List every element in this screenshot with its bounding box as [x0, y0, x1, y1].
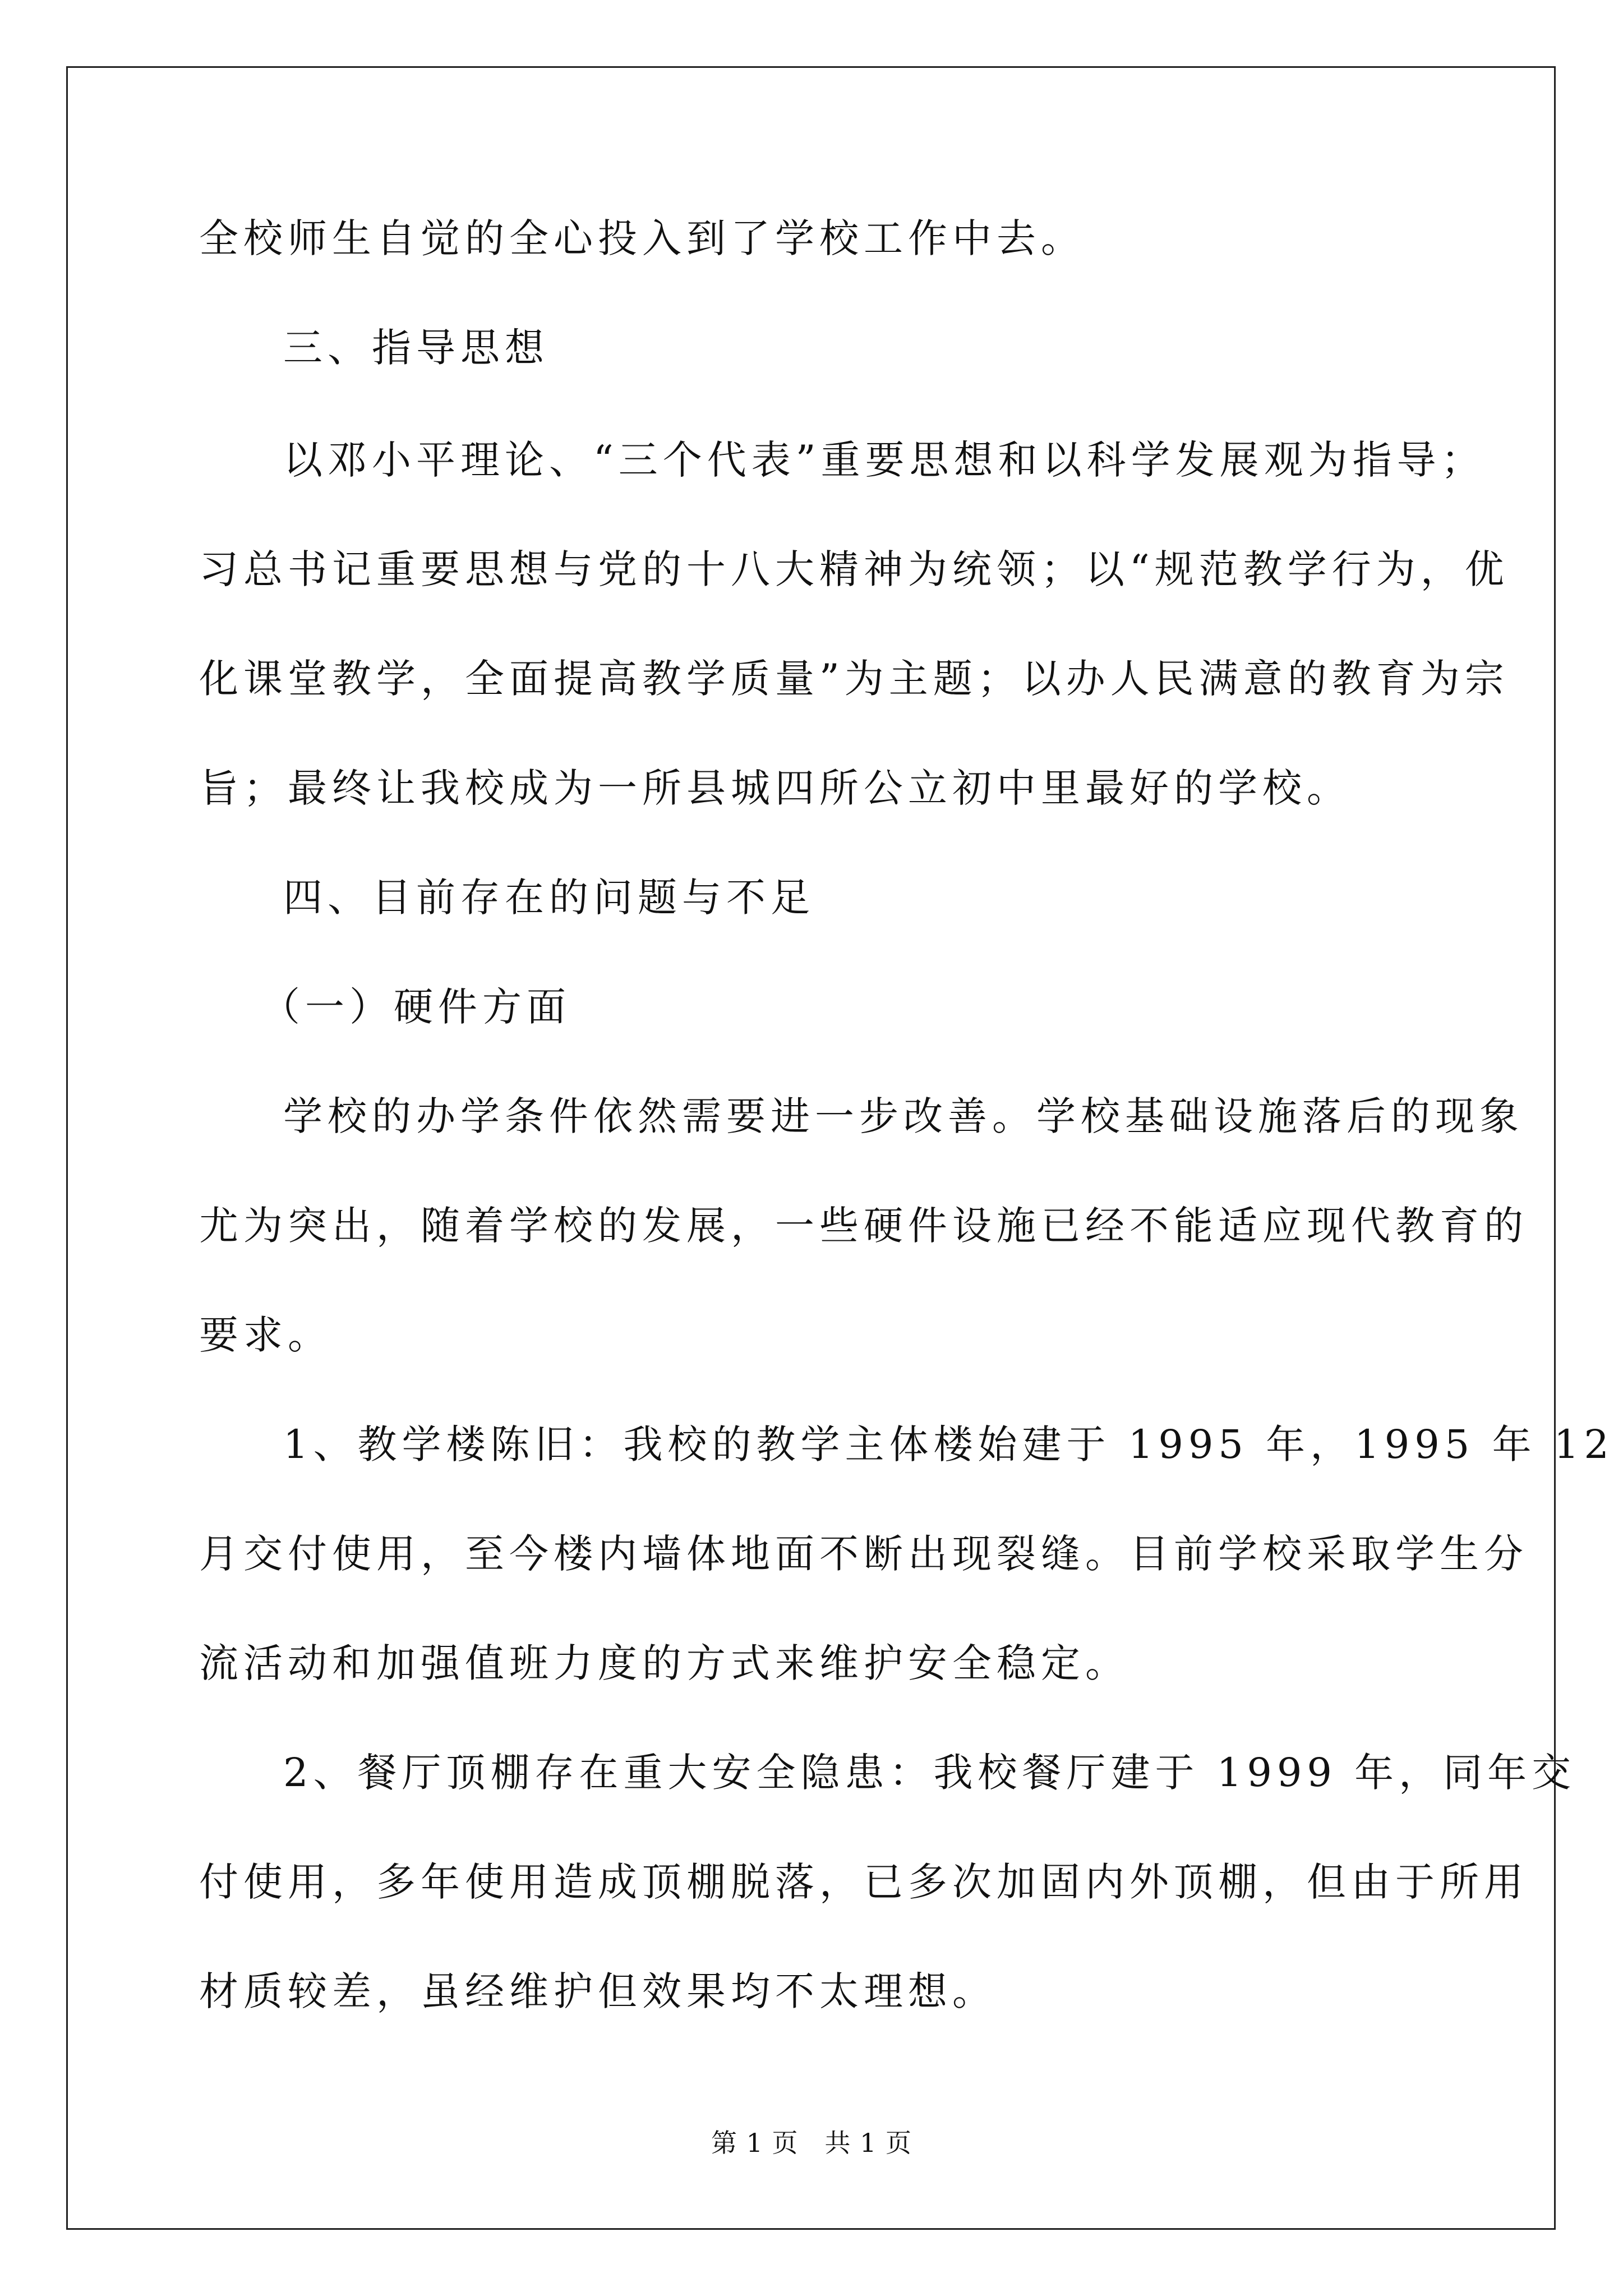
paragraph-line: 全校师生自觉的全心投入到了学校工作中去。 — [199, 215, 1085, 261]
paragraph-line: 化课堂教学，全面提高教学质量”为主题；以办人民满意的教育为宗 — [199, 656, 1509, 702]
page-footer: 第 1 页 共 1 页 — [711, 2128, 912, 2158]
subsection-heading: （一）硬件方面 — [261, 984, 571, 1030]
section-heading: 三、指导思想 — [283, 325, 549, 371]
paragraph-line: 月交付使用，至今楼内墙体地面不断出现裂缝。目前学校采取学生分 — [199, 1531, 1528, 1577]
paragraph-line: 习总书记重要思想与党的十八大精神为统领；以“规范教学行为，优 — [199, 546, 1509, 592]
paragraph-line: 以邓小平理论、“三个代表”重要思想和以科学发展观为指导； — [283, 437, 1486, 483]
paragraph-line: 1、教学楼陈旧：我校的教学主体楼始建于 1995 年，1995 年 12 — [283, 1421, 1614, 1467]
paragraph-line: 流活动和加强值班力度的方式来维护安全稳定。 — [199, 1640, 1129, 1686]
section-heading: 四、目前存在的问题与不足 — [283, 875, 815, 921]
paragraph-line: 材质较差，虽经维护但效果均不太理想。 — [199, 1968, 997, 2014]
paragraph-line: 2、餐厅顶棚存在重大安全隐患：我校餐厅建于 1999 年，同年交 — [283, 1750, 1576, 1796]
paragraph-line: 尤为突出，随着学校的发展，一些硬件设施已经不能适应现代教育的 — [199, 1203, 1528, 1249]
paragraph-line: 付使用，多年使用造成顶棚脱落，已多次加固内外顶棚，但由于所用 — [199, 1859, 1528, 1905]
page-border — [66, 66, 1556, 2230]
paragraph-line: 旨；最终让我校成为一所县城四所公立初中里最好的学校。 — [199, 765, 1351, 811]
paragraph-line: 学校的办学条件依然需要进一步改善。学校基础设施落后的现象 — [283, 1093, 1524, 1139]
paragraph-line: 要求。 — [199, 1312, 332, 1358]
